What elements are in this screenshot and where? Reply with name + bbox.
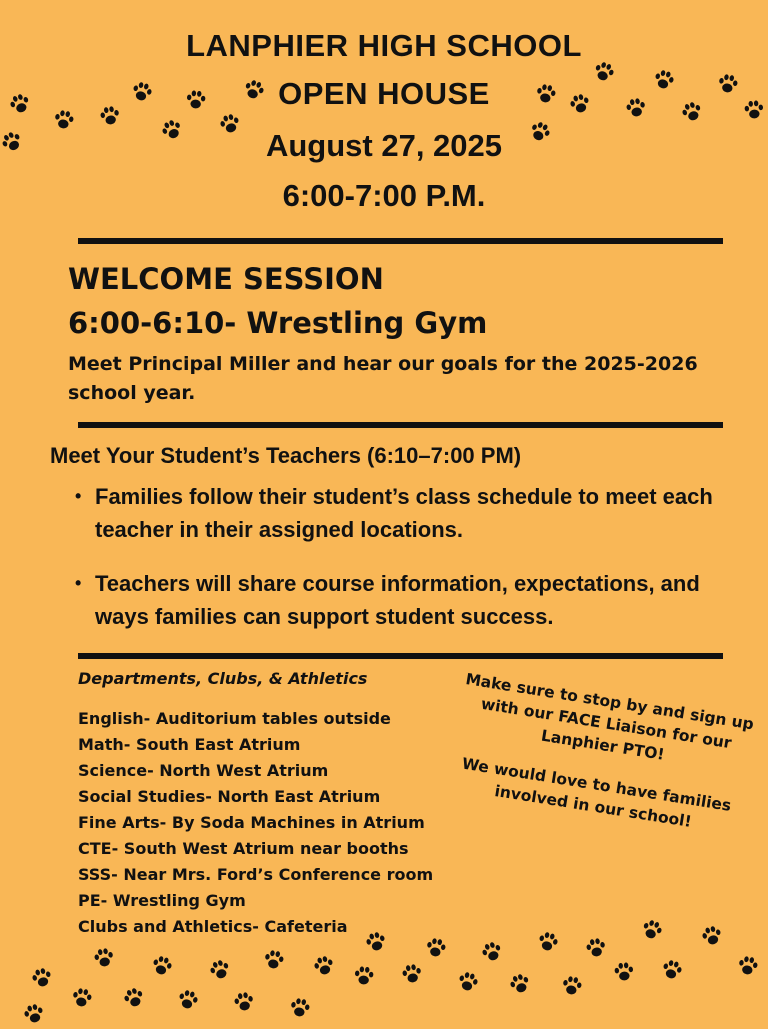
- paw-print-icon: [260, 946, 288, 974]
- paw-print-icon: [558, 972, 586, 1000]
- pto-note-involve: We would love to have families involved in our school!: [460, 754, 733, 831]
- divider: [78, 422, 723, 428]
- list-item: SSS- Near Mrs. Ford’s Conference room: [78, 865, 434, 884]
- divider: [78, 238, 723, 244]
- list-item: • Teachers will share course information, expectations, and ways families can support student success.: [75, 567, 745, 633]
- divider: [78, 653, 723, 659]
- pto-note: [440, 667, 759, 858]
- paw-print-icon: [697, 921, 726, 950]
- paw-print-icon: [119, 983, 150, 1014]
- list-item: • Families follow their student’s class schedule to meet each teacher in their assigned locations.: [75, 480, 745, 546]
- paw-print-icon: [477, 937, 508, 968]
- event-date: August 27, 2025: [265, 128, 503, 163]
- departments-list: [78, 706, 433, 940]
- paw-print-icon: [205, 955, 236, 986]
- event-title: OPEN HOUSE: [278, 76, 490, 111]
- paw-print-icon: [147, 951, 176, 980]
- paw-print-icon: [19, 999, 48, 1028]
- paw-print-icon: [533, 927, 562, 956]
- school-name: LANPHIER HIGH SCHOOL: [186, 28, 582, 63]
- list-item: Fine Arts- By Soda Machines in Atrium: [78, 813, 425, 832]
- event-time: 6:00-7:00 P.M.: [282, 178, 486, 213]
- welcome-time-location: 6:00-6:10- Wrestling Gym: [68, 306, 488, 340]
- welcome-description: Meet Principal Miller and hear our goals for the 2025-2026 school year.: [68, 353, 698, 404]
- paw-print-icon: [27, 963, 56, 992]
- pto-note-signup: Make sure to stop by and sign up with our FACE Liaison for our Lanphier PTO!: [464, 670, 756, 764]
- welcome-title: WELCOME SESSION: [68, 262, 384, 296]
- paw-print-icon: [637, 915, 668, 946]
- paw-print-icon: [582, 934, 610, 962]
- list-item: Clubs and Athletics- Cafeteria: [78, 917, 348, 936]
- paw-print-icon: [286, 994, 314, 1022]
- paw-print-icon: [453, 967, 482, 996]
- departments-title: Departments, Clubs, & Athletics: [78, 669, 368, 688]
- paw-print-icon: [90, 944, 118, 972]
- paw-print-icon: [734, 952, 762, 980]
- paw-print-icon: [351, 963, 377, 989]
- list-item: Science- North West Atrium: [78, 761, 329, 780]
- paw-print-icon: [611, 959, 637, 985]
- paw-print-icon: [68, 984, 96, 1012]
- list-item: CTE- South West Atrium near booths: [78, 839, 409, 858]
- list-item: PE- Wrestling Gym: [78, 891, 246, 910]
- list-item: Social Studies- North East Atrium: [78, 787, 381, 806]
- paw-print-icon: [173, 985, 202, 1014]
- paw-print-icon: [398, 960, 426, 988]
- paw-print-icon: [657, 955, 686, 984]
- list-item: Math- South East Atrium: [78, 735, 301, 754]
- paw-print-icon: [505, 969, 536, 1000]
- paw-print-icon: [309, 951, 338, 980]
- list-item: English- Auditorium tables outside: [78, 709, 391, 728]
- paw-print-icon: [230, 988, 258, 1016]
- teachers-title: Meet Your Student’s Teachers (6:10–7:00 PM): [50, 443, 522, 468]
- teachers-bullet-list: [75, 480, 745, 654]
